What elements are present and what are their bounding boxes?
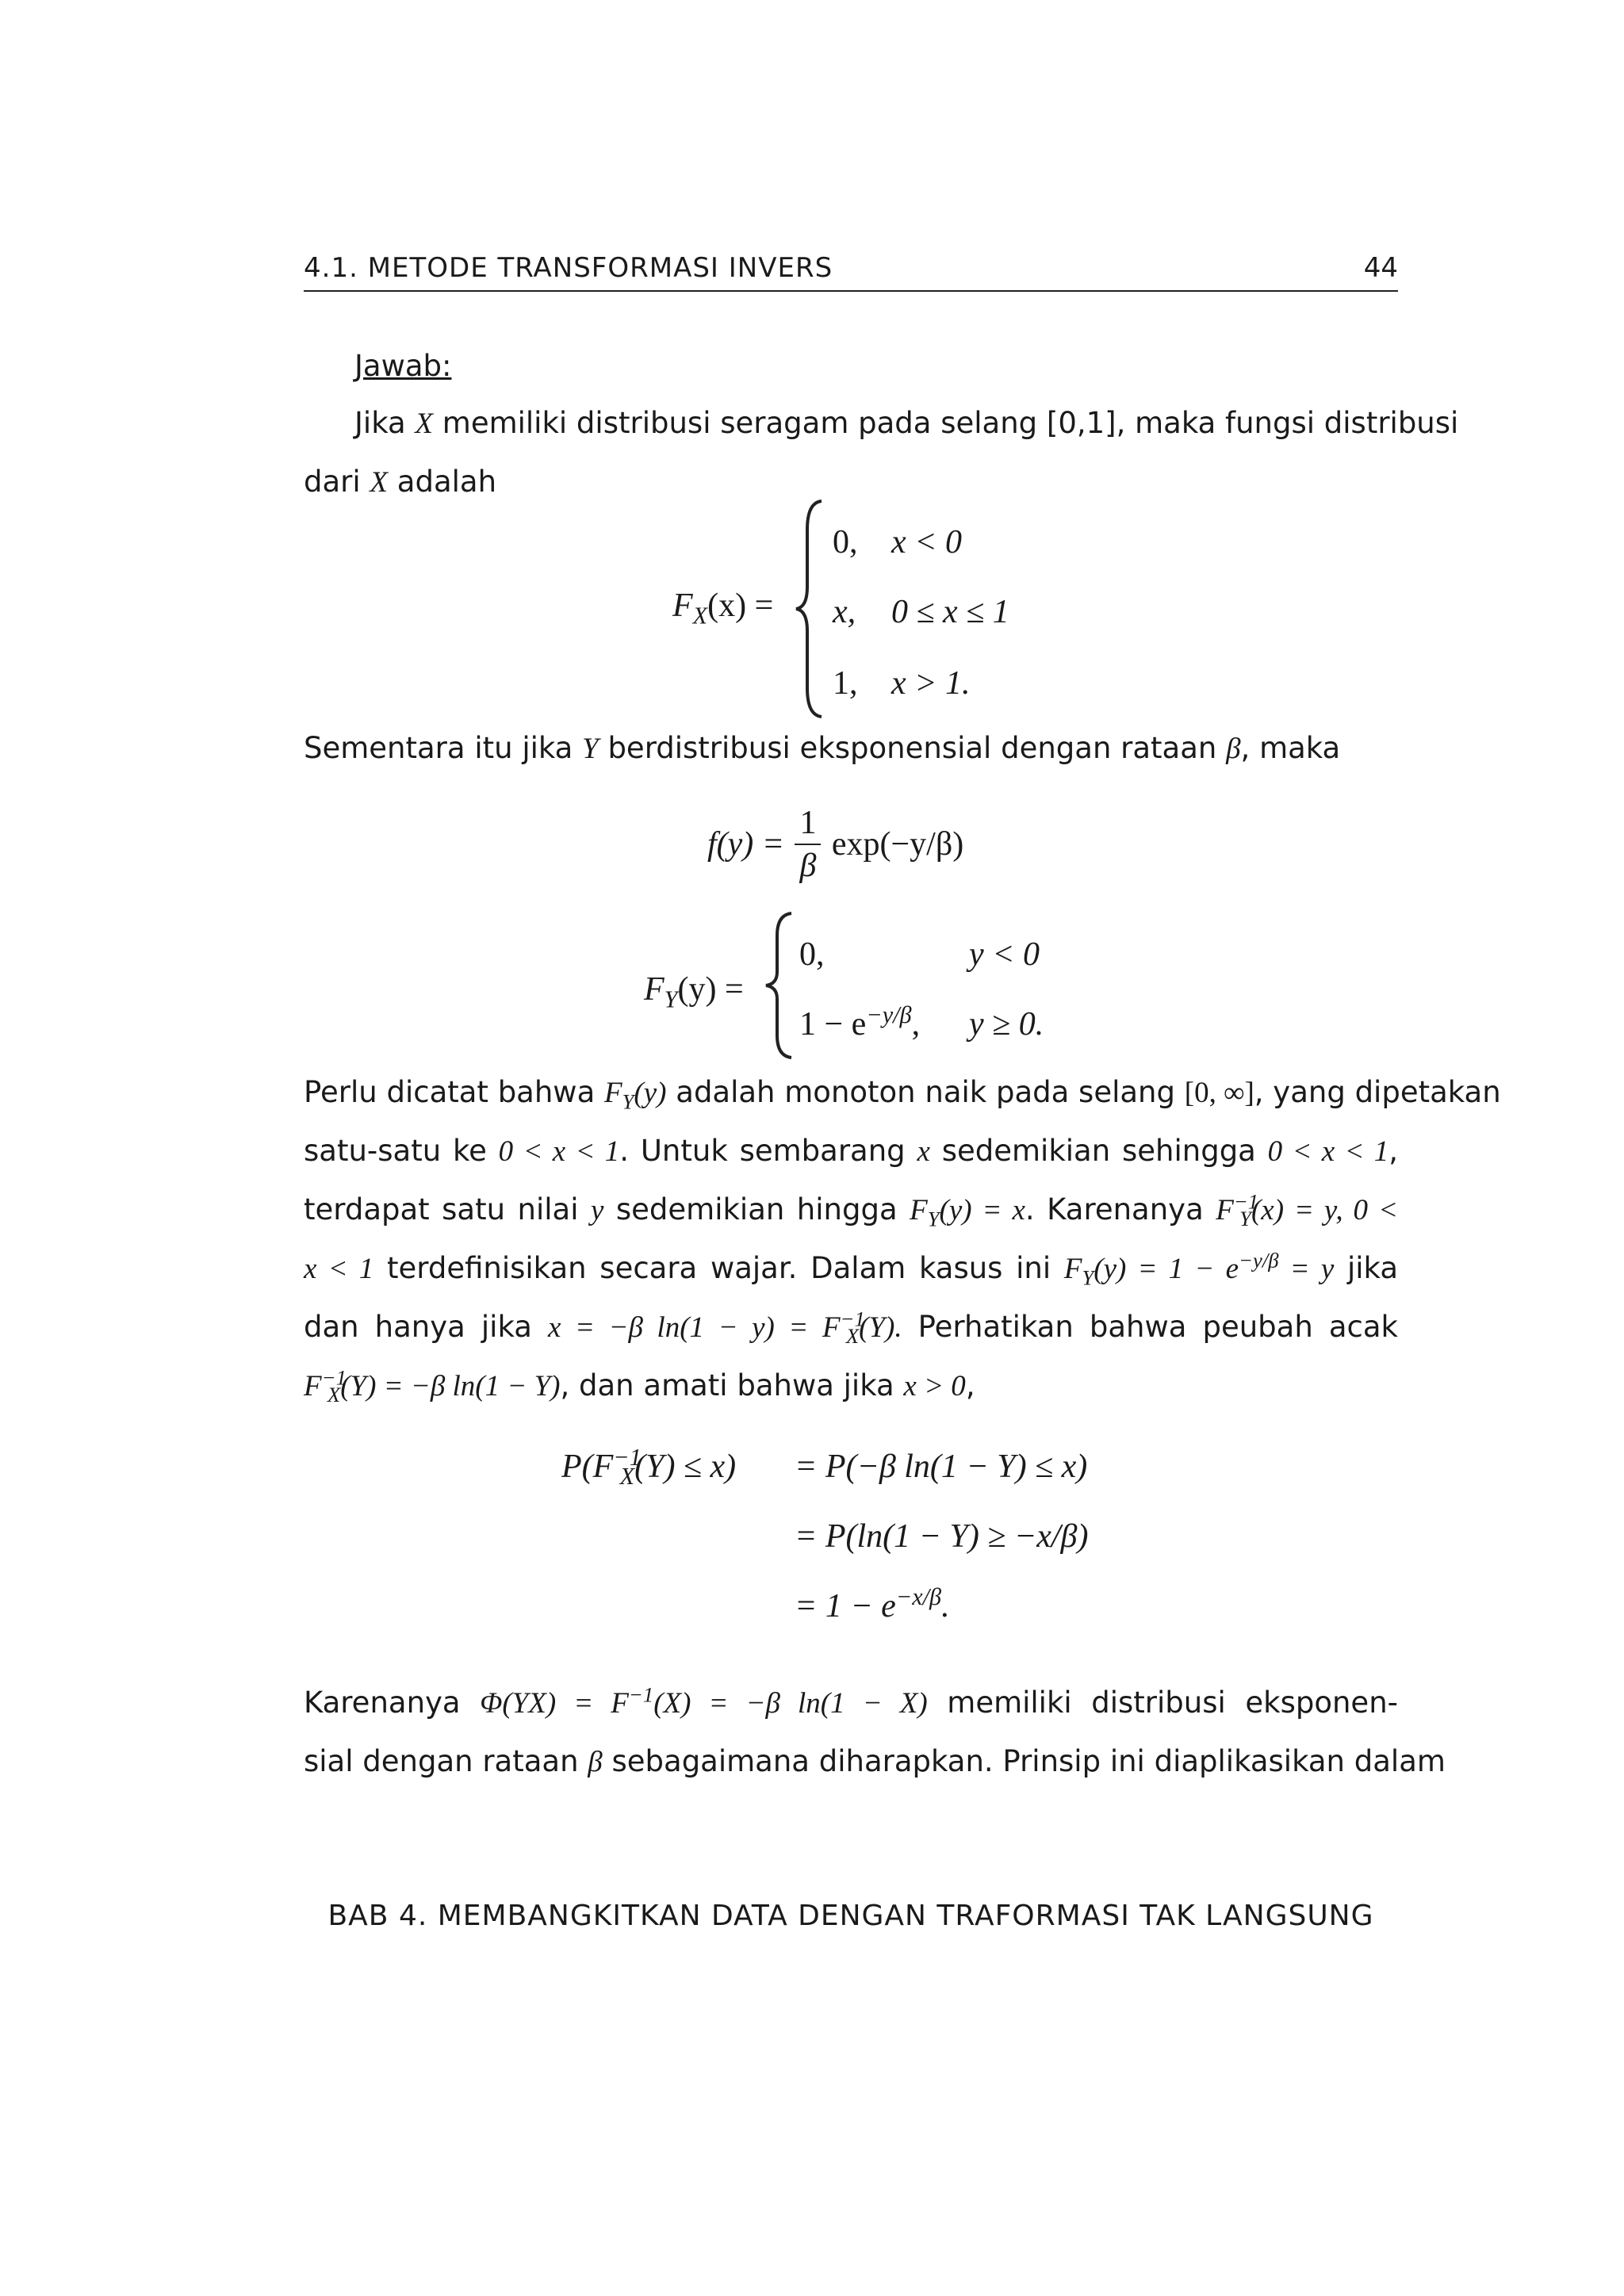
left-brace-icon (793, 498, 825, 720)
paragraph-4-line-1: Karenanya $\Phi(YX) = F^{-1}(X) = -\beta$ ln(1 − X) memiliki distribusi eksponen- (304, 1682, 1398, 1720)
left-brace-icon (763, 910, 795, 1061)
paragraph-3-line-6: $F^{-1}_X(Y) = -\beta$ ln(1 − Y), dan amati bahwa jika x > 0, (304, 1365, 975, 1407)
chapter-footer: BAB 4. MEMBANGKITKAN DATA DENGAN TRAFORMASI TAK LANGSUNG (327, 1900, 1374, 1932)
paragraph-3-line-5: dan hanya jika x = −β $\ln(1 - y) = F^{-1}_X(Y)$. Perhatikan bahwa peubah acak (304, 1307, 1398, 1349)
paragraph-3-line-3: terdapat satu nilai y sedemikian hingga $F_Y(y) = x$. Karenanya $F^{-1}_Y(x) = y$, 0 < (304, 1189, 1398, 1231)
paragraph-2: Sementara itu jika Y berdistribusi eksponensial dengan rataan β, maka (304, 731, 1341, 765)
paragraph-1-line-1: Jika X memiliki distribusi seragam pada selang [0,1], maka fungsi distribusi (354, 406, 1459, 440)
paragraph-3-line-2: satu-satu ke 0 < x < 1. Untuk sembarang x sedemikian sehingga 0 < x < 1, (304, 1134, 1399, 1168)
header-section-title: 4.1. METODE TRANSFORMASI INVERS (304, 252, 833, 284)
paragraph-3-line-1: Perlu dicatat bahwa $F_Y(y)$ adalah monoton naik pada selang [0, ∞], yang dipetakan (304, 1075, 1501, 1114)
paragraph-1-line-2: dari X adalah (304, 465, 497, 499)
paragraph-3-line-4: x < 1 terdefinisikan secara wajar. Dalam kasus ini $F_Y(y) = 1 - e^{-y/\beta} = y$ jika (304, 1248, 1399, 1290)
paragraph-4-line-2: sial dengan rataan β sebagaimana diharapkan. Prinsip ini diaplikasikan dalam (304, 1744, 1446, 1778)
equation-pdf: f(y) = $\frac{1}{\beta}$ exp(−y/β) (707, 802, 963, 886)
running-header (304, 252, 1398, 292)
answer-label: Jawab: (354, 349, 452, 383)
page-number: 44 (1363, 252, 1398, 284)
